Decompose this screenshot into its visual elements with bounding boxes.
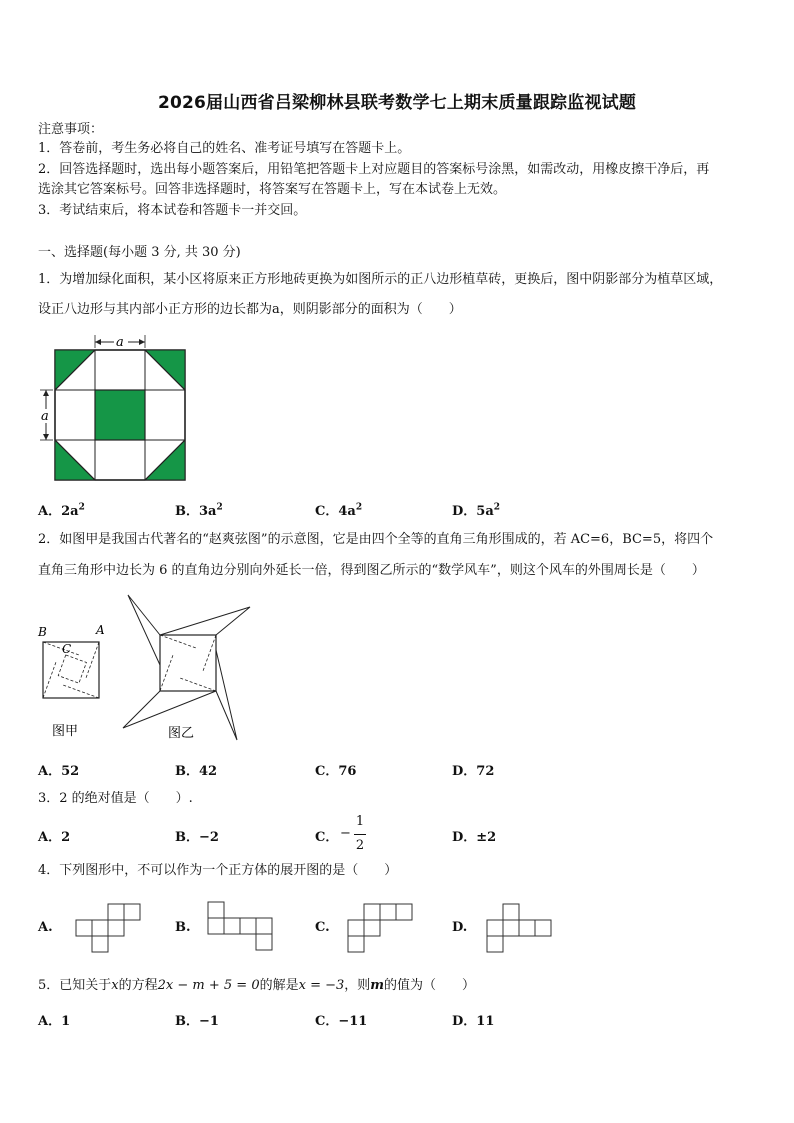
q2-figure-yi [120,590,260,750]
q4-option-d-label: D. [452,920,468,935]
q5-solution: x = −3 [298,978,345,993]
q5-text: 5．已知关于x的方程2x − m + 5 = 0的解是x = −3，则m的值为（ ） [38,978,476,993]
q4-option-a-label: A. [38,920,53,935]
q1-fig-label-top: a [116,335,124,350]
notice-item-1: 1．答卷前，考生务必将自己的姓名、准考证号填写在答题卡上。 [38,141,411,156]
q5-option-a: A．1 [38,1014,71,1029]
q4-option-c-label: C. [315,920,330,935]
q4-net-b [207,901,279,957]
q1-option-b: B．$3a^2$ [175,502,223,519]
q2-option-d: D．72 [452,764,495,779]
q2-label-c: C [62,642,72,656]
q4-text: 4．下列图形中，不可以作为一个正方体的展开图的是（ ） [38,863,398,878]
q2-caption-yi: 图乙 [168,726,195,741]
q1-text-line2: 设正八边形与其内部小正方形的边长都为a，则阴影部分的面积为（ ） [38,302,462,317]
q3-option-b: B．−2 [175,830,219,845]
notice-item-3: 3．考试结束后，将本试卷和答题卡一并交回。 [38,203,307,218]
q1-option-c: C．$4a^2$ [315,502,363,519]
notice-heading: 注意事项： [38,122,104,137]
notice-item-2-cont: 选涂其它答案标号。回答非选择题时，将答案写在答题卡上，写在本试卷上无效。 [38,182,507,197]
q3-fraction-bar [354,834,366,835]
q3-option-a: A．2 [38,830,71,845]
q5-option-b: B．−1 [175,1014,219,1029]
q3-option-c: C． [315,830,339,845]
q5-option-d: D．11 [452,1014,495,1029]
q2-text-line1: 2．如图甲是我国古代著名的“赵爽弦图”的示意图，它是由四个全等的直角三角形围成的，若 AC=6，BC=5，将四个 [38,532,714,547]
q2-label-b: B [38,625,47,639]
q2-text-line2: 直角三角形中边长为 6 的直角边分别向外延长一倍，得到图乙所示的“数学风车”，则这个风车的外围周长是（ ） [38,563,705,578]
q3-option-c-numerator: 1 [355,814,365,829]
q4-net-a [75,903,145,957]
q3-option-d: D．±2 [452,830,497,845]
q4-net-c [347,903,419,957]
q2-label-a: A [96,623,105,637]
q5-option-c: C．−11 [315,1014,368,1029]
q2-caption-jia: 图甲 [52,724,79,739]
notice-item-2: 2．回答选择题时，选出每小题答案后，用铅笔把答题卡上对应题目的答案标号涂黑，如需改动，用橡皮擦干净后，再 [38,162,710,177]
q3-text: 3．2 的绝对值是（ ）. [38,791,193,806]
q2-figure-jia [30,620,120,745]
q2-option-a: A．52 [38,764,80,779]
q3-option-c-sign: − [340,826,351,841]
q3-option-c-denominator: 2 [355,838,365,853]
q5-var-m: m [370,978,385,993]
q2-option-c: C．76 [315,764,357,779]
q4-net-d [486,903,558,957]
q5-var-x: x [111,978,119,993]
q1-fig-label-left: a [41,409,49,424]
q1-option-d: D．$5a^2$ [452,502,501,519]
q1-text-line1: 1．为增加绿化面积，某小区将原来正方形地砖更换为如图所示的正八边形植草砖，更换后，图中阴影部分为植草区域， [38,272,723,287]
q4-option-b-label: B. [175,920,191,935]
q5-equation: 2x − m + 5 = 0 [157,978,260,993]
page-title: 2026届山西省吕梁柳林县联考数学七上期末质量跟踪监视试题 [157,93,637,113]
section-heading: 一、选择题(每小题 3 分, 共 30 分) [38,245,241,260]
q1-option-a: A．$2a^2$ [38,502,85,519]
q2-option-b: B．42 [175,764,218,779]
q1-octagon-figure [30,330,200,485]
